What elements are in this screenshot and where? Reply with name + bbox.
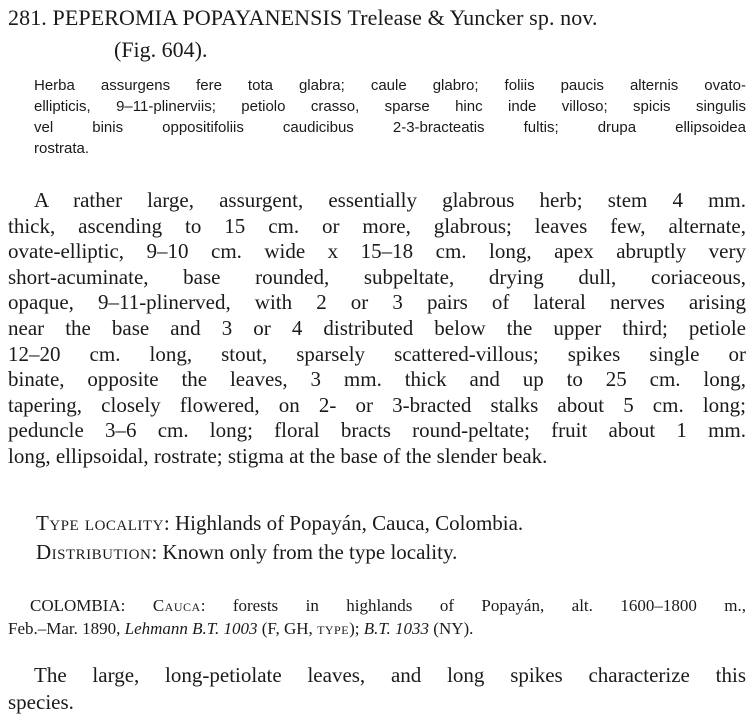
latin-line: vel binis oppositifoliis caudicibus 2-3-bracteatis fultis; drupa ellipsoidea (34, 119, 746, 136)
specimen-herbaria-1: (F, GH, (261, 619, 313, 638)
figure-reference: (Fig. 604). (114, 37, 208, 62)
specimen-herbaria-2: (NY). (433, 619, 474, 638)
specimen-collector-2: B.T. 1033 (363, 619, 430, 638)
description-line: ovate-elliptic, 9–10 cm. wide x 15–18 cm. long, apex abruptly very (8, 239, 746, 264)
description-line: thick, ascending to 15 cm. or more, glabrous; leaves few, alternate, (8, 213, 746, 238)
specimen-collector-1: Lehmann B.T. 1003 (124, 619, 258, 638)
closing-remark (8, 662, 746, 716)
distribution-value: : Known only from the type locality. (151, 540, 458, 564)
description-line: peduncle 3–6 cm. long; floral bracts round-peltate; fruit about 1 mm. (8, 418, 746, 443)
latin-line: rostrata. (34, 140, 90, 157)
description-line: binate, opposite the leaves, 3 mm. thick and up to 25 cm. long, (8, 367, 746, 392)
specimen-locality: : forests in highlands of Popayán, alt. 1600–1800 m., (200, 596, 746, 615)
description-line: long, ellipsoidal, rostrate; stigma at the base of the slender beak. (8, 443, 548, 468)
description-line: 12–20 cm. long, stout, sparsely scattered-villous; spikes single or (8, 341, 746, 366)
description-line: A rather large, assurgent, essentially glabrous herb; stem 4 mm. (34, 188, 746, 212)
type-locality-label: Type locality (36, 511, 164, 535)
species-number: 281. (8, 5, 47, 30)
species-authority: Trelease & Yuncker sp. nov. (347, 5, 598, 30)
description-line: near the base and 3 or 4 distributed below the upper third; petiole (8, 315, 746, 340)
description-line: opaque, 9–11-plinerved, with 2 or 3 pairs of lateral nerves arising (8, 290, 746, 315)
closing-line: The large, long-petiolate leaves, and long spikes characterize this (34, 663, 746, 687)
species-name: PEPEROMIA POPAYANENSIS (52, 5, 343, 30)
species-heading (8, 4, 746, 32)
distribution (36, 538, 457, 566)
specimen-herbaria-1-end: ); (349, 619, 360, 638)
description-line: short-acuminate, base rounded, subpeltate, drying dull, coriaceous, (8, 264, 746, 289)
specimen-line (8, 617, 746, 640)
specimen-country: COLOMBIA (30, 596, 121, 615)
latin-line: Herba assurgens fere tota glabra; caule glabro; foliis paucis alternis ovato- (34, 77, 746, 94)
description-line: tapering, closely flowered, on 2- or 3-bracted stalks about 5 cm. long; (8, 392, 746, 417)
latin-description (34, 75, 746, 159)
type-locality (36, 509, 523, 537)
latin-line: ellipticis, 9–11-plinerviis; petiolo crasso, sparse hinc inde villoso; spicis singulis (34, 98, 746, 115)
closing-line: species. (8, 690, 74, 714)
specimen-citation (8, 594, 746, 640)
distribution-label: Distribution (36, 540, 152, 564)
specimen-date: Feb.–Mar. 1890, (8, 619, 121, 638)
specimen-line: COLOMBIA: Cauca: forests in highlands of Popayán, alt. 1600–1800 m., (30, 596, 746, 615)
type-locality-value: : Highlands of Popayán, Cauca, Colombia. (163, 511, 524, 535)
english-description (8, 188, 746, 470)
type-tag: type (317, 619, 350, 638)
specimen-region: Cauca (152, 596, 201, 615)
